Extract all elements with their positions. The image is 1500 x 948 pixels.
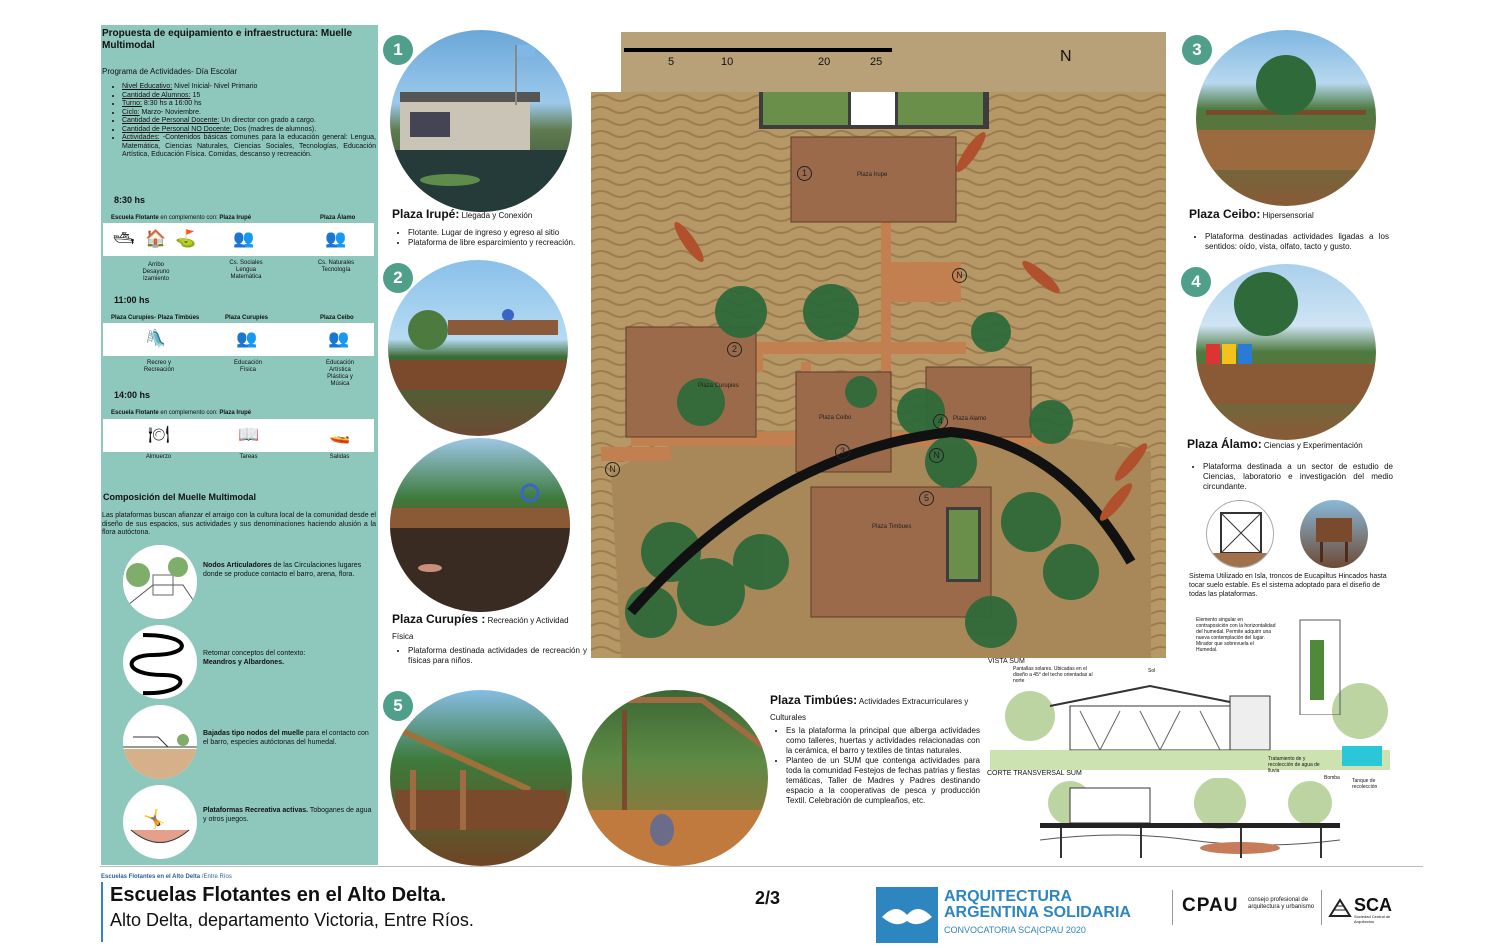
page-subtitle: Alto Delta, departamento Victoria, Entre Ríos. bbox=[110, 910, 474, 930]
comp-item: Plataformas Recreativa activas. Toboganes de agua y otros juegos. bbox=[203, 807, 372, 823]
north-arrow: N bbox=[1060, 48, 1072, 65]
plaza-timbues-title: Plaza Timbúes: Actividades Extracurriculares y Culturales bbox=[770, 693, 969, 722]
slot-label: Recreo y Recreación bbox=[143, 360, 175, 373]
panel-title: Propuesta de equipamiento e infraestructura: Muelle Multimodal bbox=[102, 28, 353, 51]
composition-text: Las plataformas buscan afianzar el arraigo con la cultura local de la comunidad desde el diseño de sus espacios, sus actividades y sus denominaciones haciendo alusión a la flora autóctona. bbox=[102, 512, 376, 536]
plan-label: Plaza Irupe bbox=[857, 172, 888, 178]
slot-header: Plaza Curupíes- Plaza Timbúes bbox=[111, 315, 200, 321]
plaza-number-badge: 1 bbox=[383, 35, 413, 65]
program-item: • Turno: 8:30 hs a 16:00 hs bbox=[122, 100, 376, 109]
program-title: Programa de Actividades- Día Escolar bbox=[102, 67, 238, 76]
plan-n-mark: N bbox=[929, 448, 944, 463]
plan-number: 2 bbox=[727, 342, 742, 357]
bullet-item: • Plataforma destinada actividades de recreación y físicas para niños. bbox=[408, 646, 587, 666]
mirador-drawing bbox=[1290, 615, 1350, 715]
group-icon: 👥 bbox=[328, 329, 350, 348]
group-icon: 👥 bbox=[236, 329, 258, 348]
structure-diagram bbox=[1206, 500, 1274, 568]
slot-header: Plaza Curupíes bbox=[225, 315, 269, 321]
schedule-row bbox=[103, 323, 374, 356]
boat-icon: 🛥 bbox=[113, 229, 135, 248]
bullet-item: • Planteo de un SUM que contenga actividades para toda la comunidad Festejos de fechas patrias y fiestas temáticas, Taller de Madres y Padres destinando espacio a la cooperativas de pesca y producción Textil. Celebración de cumpleaños, etc. bbox=[786, 756, 980, 806]
handshake-logo-icon bbox=[876, 887, 938, 943]
scale-strip bbox=[621, 32, 1166, 92]
elemento-note: Elemento singular en contraposición con la horizontalidad del humedal. Permite adquirir una nueva contemplación del lugar. Mirador que sobrevuela el Humedal. bbox=[1196, 617, 1276, 653]
plaza-timbues-bullets bbox=[770, 726, 980, 806]
plaza-alamo-title: Plaza Álamo: Ciencias y Experimentación bbox=[1187, 437, 1363, 451]
plaza-irupe-bullets bbox=[392, 228, 579, 248]
plan-number: 5 bbox=[919, 491, 934, 506]
bullet-item: • Plataforma destinadas actividades ligadas a los sentidos: oído, vista, olfato, tacto y gusto. bbox=[1205, 232, 1389, 252]
slot-header: Escuela Flotante en complemento con: Plaza Irupé bbox=[111, 215, 252, 221]
plaza-number-badge: 4 bbox=[1181, 267, 1211, 297]
plaza-timbues-render-2 bbox=[582, 690, 768, 866]
slope-diagram bbox=[123, 705, 197, 779]
slot-label: Cs. Naturales Tecnología bbox=[317, 260, 355, 273]
logo-divider bbox=[1321, 890, 1322, 925]
plan-label: Plaza Alamo bbox=[953, 416, 987, 422]
nodes-diagram bbox=[123, 545, 197, 619]
sca-subtitle: Sociedad Central de Arquitectos bbox=[1354, 914, 1391, 924]
plan-n-mark: N bbox=[952, 268, 967, 283]
tratamiento-note: Tratamiento de y recolección de agua de lluvia bbox=[1268, 756, 1320, 774]
bullet-item: • Flotante. Lugar de ingreso y egreso al sitio bbox=[408, 228, 579, 238]
comp-item: Bajadas tipo nodos del muelle para el contacto con el barro, especies autóctonas del humedal. bbox=[203, 730, 369, 746]
slot-label: Arribo Desayuno Izamiento bbox=[142, 262, 170, 282]
bullet-item: • Es la plataforma la principal que alberga actividades como talleres, huertas y actividades relacionadas con la cerámica, el barro y textiles de tintas naturales. bbox=[786, 726, 980, 756]
plate-icon: 🍽 bbox=[148, 425, 170, 444]
cpau-logo: CPAU bbox=[1182, 895, 1239, 916]
plaza-number-badge: 2 bbox=[383, 263, 413, 293]
slot-label: Salidas bbox=[329, 454, 350, 460]
program-item: • Cantidad de Personal NO Docente: Dos (madres de alumnos). bbox=[122, 126, 376, 135]
footer-divider bbox=[100, 866, 1423, 867]
aas-line3: CONVOCATORIA SCA|CPAU 2020 bbox=[944, 925, 1086, 935]
system-text: Sistema Utilizado en Isla, troncos de Eucapiltus Hincados hasta tocar suelo estable. Es el sistema adoptado para el diseño de todas las plataformas. bbox=[1189, 573, 1387, 598]
sol-note: Sol bbox=[1148, 668, 1156, 674]
slot-label: Tareas bbox=[239, 454, 258, 460]
aas-line2: ARGENTINA SOLIDARIA bbox=[944, 904, 1131, 921]
flag-icon: ⛳ bbox=[175, 229, 197, 248]
plan-label: Plaza Ceibo bbox=[819, 415, 852, 421]
scale-label: 5 bbox=[668, 56, 675, 68]
program-item: • Actividades: -Contenidos básicas comunes para la educación general: Lengua, Matemática, Ciencias Naturales, Ciencias Sociales, Tecnologías, Educación Artística, Educación Física. Comidas, descanso y recreación. bbox=[122, 134, 376, 160]
play-diagram bbox=[123, 785, 197, 859]
cpau-subtitle: consejo profesional de arquitectura y urbanismo bbox=[1248, 897, 1315, 910]
comp-item: Nodos Articuladores de las Circulaciones lugares donde se produce contacto el barro, arena, flora. bbox=[203, 562, 362, 578]
program-item: • Cantidad de Personal Docente: Un director con grado a cargo. bbox=[122, 117, 376, 126]
slot-label: Cs. Sociales Lengua Matemática bbox=[229, 260, 263, 280]
bomba-note: Bomba bbox=[1324, 775, 1340, 781]
plaza-curupies-render bbox=[388, 260, 568, 436]
sca-logo: SCA bbox=[1354, 895, 1393, 915]
slot-header: Escuela Flotante en complemento con: Plaza Irupé bbox=[111, 410, 252, 416]
left-info-panel bbox=[101, 25, 378, 865]
aas-line1: ARQUITECTURA bbox=[944, 888, 1072, 905]
plaza-curupies-water-render bbox=[390, 438, 570, 612]
plaza-irupe-title: Plaza Irupé: Llegada y Conexión bbox=[392, 207, 533, 221]
slot-header: Plaza Ceibo bbox=[320, 315, 354, 321]
stilt-house-photo bbox=[1300, 500, 1368, 568]
plaza-irupe-render bbox=[390, 30, 572, 212]
schedule-row bbox=[103, 419, 374, 452]
tanque-note: Tanque de recolección bbox=[1352, 778, 1378, 790]
plan-label: Plaza Timbues bbox=[872, 524, 912, 530]
slot-label: Educación Física bbox=[233, 360, 263, 373]
scale-bar bbox=[624, 48, 892, 52]
plan-n-mark: N bbox=[605, 462, 620, 477]
title-accent bbox=[101, 882, 103, 942]
bullet-item: • Plataforma de libre esparcimiento y recreación. bbox=[408, 238, 579, 248]
book-icon: 📖 bbox=[238, 425, 260, 444]
plaza-curupies-bullets bbox=[392, 646, 587, 666]
scale-label: 25 bbox=[870, 56, 883, 68]
group-icon: 👥 bbox=[325, 229, 347, 248]
page-title: Escuelas Flotantes en el Alto Delta. bbox=[110, 884, 447, 906]
plan-number: 3 bbox=[835, 444, 850, 459]
slide-icon: 🛝 bbox=[145, 329, 167, 348]
plan-label: Plaza Curupies bbox=[698, 383, 739, 389]
plaza-curupies-title: Plaza Curupíes : Recreación y Actividad Física bbox=[392, 612, 569, 641]
svg-text:🤸: 🤸 bbox=[143, 809, 166, 829]
program-list bbox=[102, 83, 376, 160]
plaza-number-badge: 3 bbox=[1182, 35, 1212, 65]
plaza-ceibo-bullets bbox=[1189, 232, 1389, 252]
composition-title: Composición del Muelle Multimodal bbox=[103, 492, 257, 502]
bullet-item: • Plataforma destinada a un sector de estudio de Ciencias, laboratorio e investigación del medio circundante. bbox=[1203, 462, 1393, 492]
plaza-ceibo-title: Plaza Ceibo: Hipersensorial bbox=[1189, 207, 1314, 221]
program-item: • Cantidad de Alumnos: 15 bbox=[122, 92, 376, 101]
pantallas-note: Pantallas solares. Ubicadas en el diseño a 45° del techo orientadas al norte bbox=[1013, 666, 1093, 684]
page-number: 2/3 bbox=[755, 888, 781, 908]
plan-number: 4 bbox=[933, 414, 948, 429]
logo-divider bbox=[1172, 890, 1173, 925]
plaza-alamo-render bbox=[1196, 264, 1376, 440]
sca-mark-icon bbox=[1328, 898, 1352, 918]
meander-diagram bbox=[123, 625, 197, 699]
comp-item: Retomar conceptos del contexto: Meandros y Albardones. bbox=[203, 650, 306, 666]
slot-label: Almuerzo bbox=[145, 454, 172, 460]
corte-sum-drawing bbox=[1040, 778, 1340, 862]
slot-time: 8:30 hs bbox=[114, 195, 146, 205]
group-icon: 👥 bbox=[233, 229, 255, 248]
corte-sum-label: CORTE TRANSVERSAL SUM bbox=[987, 770, 1082, 777]
house-icon: 🏠 bbox=[145, 229, 167, 248]
breadcrumb: Escuelas Flotantes en el Alto Delta /Entre Ríos bbox=[101, 874, 232, 880]
slot-time: 11:00 hs bbox=[114, 295, 150, 305]
plan-number: 1 bbox=[797, 166, 812, 181]
slot-header: Plaza Álamo bbox=[320, 215, 356, 221]
slot-label: Educación Artística Plástica y Música bbox=[325, 360, 355, 387]
plaza-timbues-render-1 bbox=[390, 690, 572, 866]
slot-time: 14:00 hs bbox=[114, 390, 151, 400]
program-item: • Nivel Educativo: Nivel Inicial- Nivel Primario bbox=[122, 83, 376, 92]
program-item: • Ciclo: Marzo- Noviembre. bbox=[122, 109, 376, 118]
plaza-alamo-bullets bbox=[1187, 462, 1393, 492]
vista-sum-label: VISTA SUM bbox=[988, 658, 1025, 665]
schedule-row bbox=[103, 223, 374, 256]
scale-label: 10 bbox=[721, 56, 734, 68]
plaza-ceibo-render bbox=[1196, 30, 1376, 206]
boat-icon: 🚤 bbox=[329, 425, 351, 444]
scale-label: 20 bbox=[818, 56, 831, 68]
plaza-number-badge: 5 bbox=[383, 691, 413, 721]
